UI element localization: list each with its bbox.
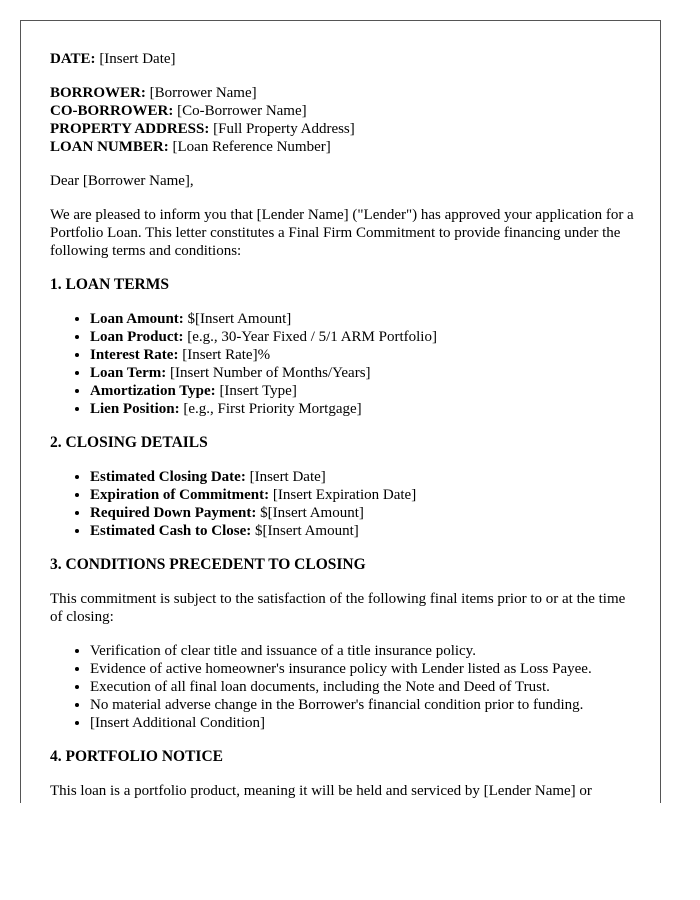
item-label: Loan Term: <box>90 365 167 381</box>
closing-details-list <box>50 468 640 540</box>
section-heading-portfolio-notice: 4. PORTFOLIO NOTICE <box>50 748 223 765</box>
date-value: [Insert Date] <box>95 51 176 67</box>
portfolio-notice-paragraph: This loan is a portfolio product, meaning it will be held and serviced by [Lender Name] or <box>50 783 592 799</box>
item-value: [Insert Rate]% <box>178 347 271 363</box>
list-item <box>90 364 640 382</box>
borrower-line <box>50 84 640 102</box>
list-item <box>90 400 640 418</box>
list-item <box>90 468 640 486</box>
section-heading-loan-terms: 1. LOAN TERMS <box>50 276 169 293</box>
list-item: • No material adverse change in the Borrower's financial condition prior to funding. <box>90 696 640 714</box>
item-label: Estimated Closing Date: <box>90 469 246 485</box>
item-value: [Insert Number of Months/Years] <box>166 365 371 381</box>
loan-number-label: LOAN NUMBER: <box>50 139 169 155</box>
list-item: • Execution of all final loan documents, including the Note and Deed of Trust. <box>90 678 640 696</box>
item-value: [Insert Expiration Date] <box>269 487 417 503</box>
list-item <box>90 328 640 346</box>
salutation: Dear [Borrower Name], <box>50 173 194 189</box>
list-item: • [Insert Additional Condition] <box>90 714 640 732</box>
borrower-label: BORROWER: <box>50 85 146 101</box>
loan-number-value: [Loan Reference Number] <box>168 139 331 155</box>
item-value: $[Insert Amount] <box>251 523 359 539</box>
property-address-label: PROPERTY ADDRESS: <box>50 121 210 137</box>
list-item <box>90 382 640 400</box>
property-address-line <box>50 120 640 138</box>
loan-terms-list <box>50 310 640 418</box>
list-item <box>90 346 640 364</box>
item-value: [Insert Type] <box>215 383 297 399</box>
conditions-list <box>50 642 640 732</box>
item-label: Loan Product: <box>90 329 184 345</box>
item-label: Estimated Cash to Close: <box>90 523 252 539</box>
co-borrower-line <box>50 102 640 120</box>
list-item: • Evidence of active homeowner's insurance policy with Lender listed as Loss Payee. <box>90 660 640 678</box>
item-label: Required Down Payment: <box>90 505 257 521</box>
item-label: Loan Amount: <box>90 311 184 327</box>
item-label: Expiration of Commitment: <box>90 487 270 503</box>
date-label: DATE: <box>50 51 96 67</box>
borrower-value: [Borrower Name] <box>145 85 257 101</box>
co-borrower-value: [Co-Borrower Name] <box>173 103 307 119</box>
list-item <box>90 504 640 522</box>
item-value: [e.g., 30-Year Fixed / 5/1 ARM Portfolio] <box>183 329 437 345</box>
section-heading-closing-details: 2. CLOSING DETAILS <box>50 434 208 451</box>
section-heading-conditions: 3. CONDITIONS PRECEDENT TO CLOSING <box>50 556 366 573</box>
list-item <box>90 522 640 540</box>
item-label: Amortization Type: <box>90 383 216 399</box>
list-item <box>90 310 640 328</box>
item-value: [e.g., First Priority Mortgage] <box>179 401 362 417</box>
intro-paragraph: We are pleased to inform you that [Lender Name] ("Lender") has approved your application for a Portfolio Loan. This letter constitutes a Final Firm Commitment to provide financing under the following terms and conditions: <box>50 207 634 259</box>
date-line <box>50 50 640 68</box>
property-address-value: [Full Property Address] <box>209 121 355 137</box>
item-value: [Insert Date] <box>245 469 326 485</box>
letter-body <box>50 50 640 800</box>
loan-number-line <box>50 138 640 156</box>
item-label: Interest Rate: <box>90 347 179 363</box>
list-item: • Verification of clear title and issuance of a title insurance policy. <box>90 642 640 660</box>
co-borrower-label: CO-BORROWER: <box>50 103 174 119</box>
conditions-paragraph: This commitment is subject to the satisfaction of the following final items prior to or at the time of closing: <box>50 591 626 625</box>
item-value: $[Insert Amount] <box>256 505 364 521</box>
list-item <box>90 486 640 504</box>
item-label: Lien Position: <box>90 401 180 417</box>
borrower-info-block <box>50 84 640 156</box>
item-value: $[Insert Amount] <box>183 311 292 327</box>
letter-page <box>20 20 661 803</box>
